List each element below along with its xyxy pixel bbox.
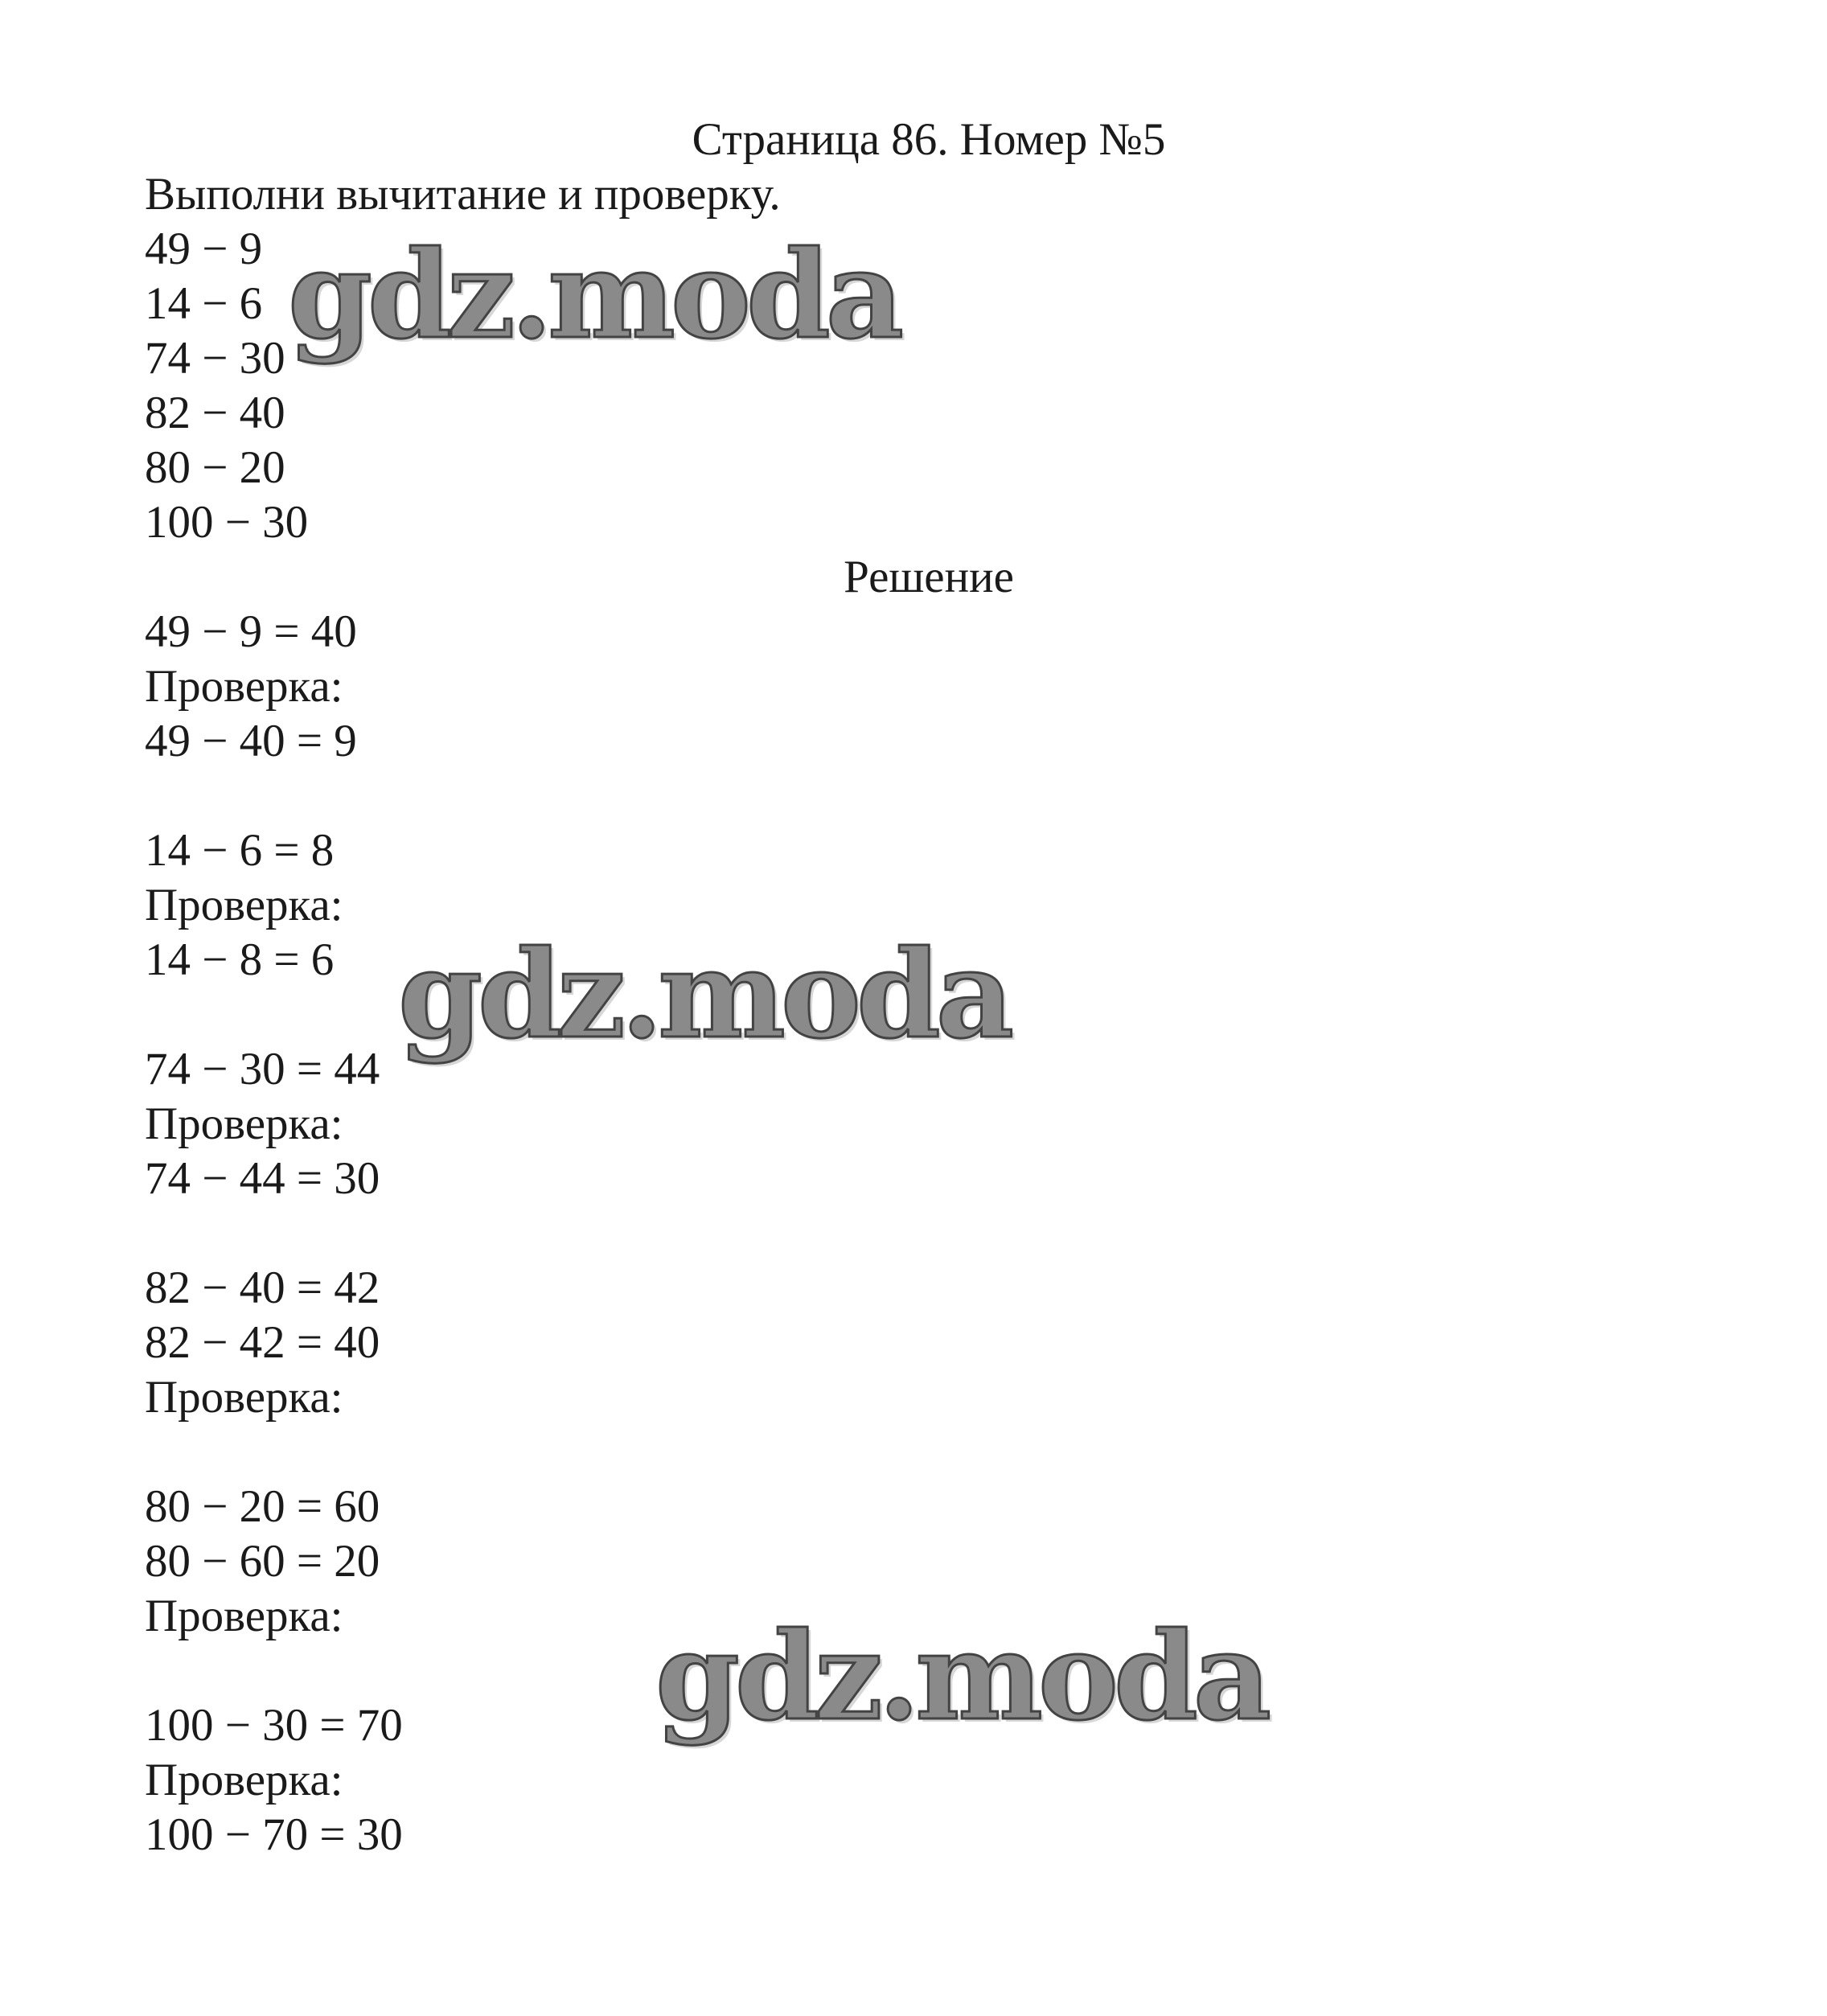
problem-item: 100 − 30 (145, 497, 309, 548)
solution-line: Проверка: (145, 661, 343, 712)
solution-line: Проверка: (145, 1098, 343, 1149)
watermark: gdz.moda (288, 224, 900, 366)
solution-line: 80 − 60 = 20 (145, 1536, 380, 1587)
watermark: gdz.moda (655, 1606, 1267, 1747)
problem-item: 74 − 30 (145, 333, 285, 384)
blank-line (145, 1206, 403, 1261)
problem-item: 49 − 9 (145, 224, 263, 274)
problem-item: 14 − 6 (145, 278, 263, 329)
solution-line: Проверка: (145, 1591, 343, 1641)
solution-line: 49 − 40 = 9 (145, 716, 357, 766)
blank-line (145, 987, 403, 1042)
blank-line (145, 1425, 403, 1480)
solution-line: 100 − 70 = 30 (145, 1809, 403, 1860)
problem-list (145, 222, 308, 550)
solution-line: Проверка: (145, 1372, 343, 1423)
solution-line: 82 − 42 = 40 (145, 1317, 380, 1368)
solution-line: 74 − 30 = 44 (145, 1044, 380, 1094)
solution-line: Проверка: (145, 880, 343, 930)
blank-line (145, 769, 403, 823)
solution-lines (145, 605, 403, 1862)
solution-line: Проверка: (145, 1755, 343, 1805)
blank-line (145, 1644, 403, 1698)
solution-line: 100 − 30 = 70 (145, 1700, 403, 1751)
solution-line: 82 − 40 = 42 (145, 1263, 380, 1313)
page-title: Страница 86. Номер №5 (692, 114, 1166, 165)
solution-line: 14 − 6 = 8 (145, 825, 335, 876)
solution-line: 49 − 9 = 40 (145, 606, 357, 657)
solution-line: 80 − 20 = 60 (145, 1481, 380, 1532)
solution-line: 14 − 8 = 6 (145, 934, 335, 985)
problem-item: 82 − 40 (145, 388, 285, 438)
watermark: gdz.moda (398, 924, 1010, 1065)
task-text: Выполни вычитание и проверку. (145, 169, 781, 220)
problem-item: 80 − 20 (145, 442, 285, 493)
solution-heading: Решение (844, 552, 1014, 602)
solution-line: 74 − 44 = 30 (145, 1153, 380, 1204)
